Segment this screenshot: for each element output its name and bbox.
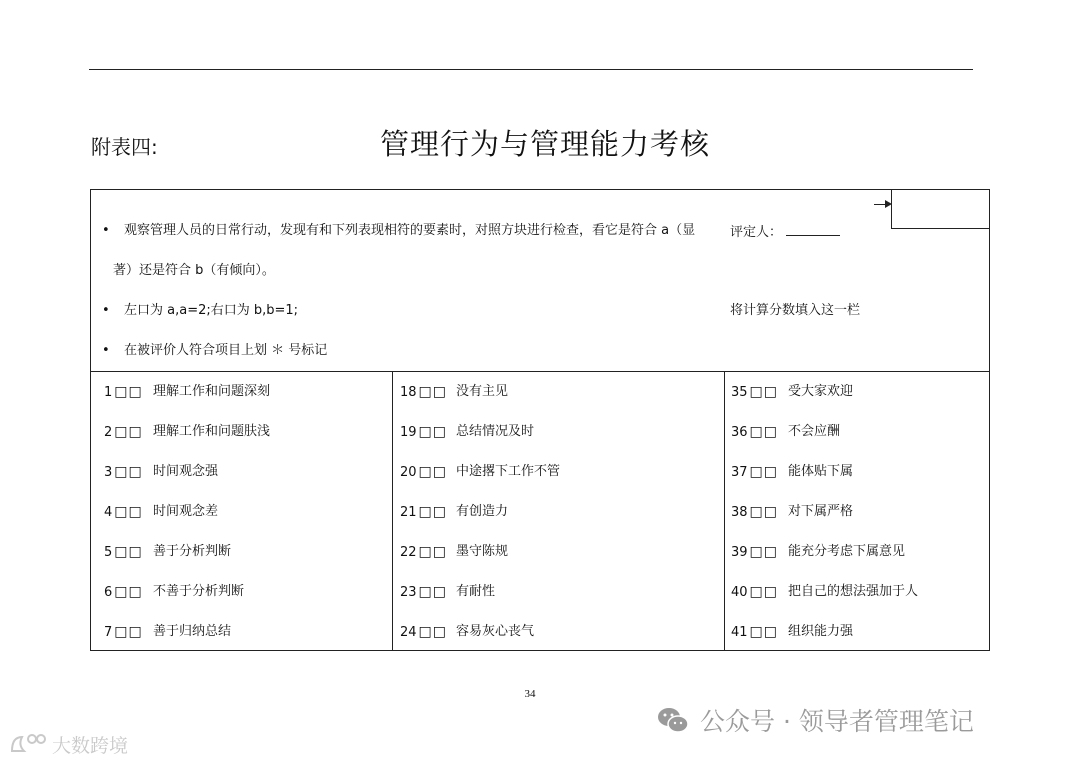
behavior-item <box>400 584 496 601</box>
column-divider-1 <box>392 371 393 650</box>
item-number: 37 <box>731 465 748 480</box>
ab-checkboxes[interactable]: □□ <box>418 424 448 440</box>
item-number: 35 <box>731 385 748 400</box>
ab-checkboxes[interactable]: □□ <box>114 544 143 560</box>
ab-checkboxes[interactable]: □□ <box>114 624 143 640</box>
ab-checkboxes[interactable]: □□ <box>749 384 779 400</box>
ab-checkboxes[interactable]: □□ <box>418 544 448 560</box>
item-number: 7 <box>104 625 113 640</box>
item-number: 4 <box>104 505 113 520</box>
instruction-line-3: 在被评价人符合项目上划 ＊ 号标记 <box>124 343 328 358</box>
item-description: 不会应酬 <box>788 424 841 439</box>
behavior-item <box>104 384 271 401</box>
item-description: 容易灰心丧气 <box>456 624 535 639</box>
item-number: 6 <box>104 585 113 600</box>
behavior-item <box>731 584 919 601</box>
ab-checkboxes[interactable]: □□ <box>114 504 143 520</box>
behavior-item <box>104 624 232 641</box>
item-description: 理解工作和问题肤浅 <box>153 424 271 439</box>
watermark-wechat <box>656 700 974 740</box>
header-rule <box>89 69 973 70</box>
item-number: 23 <box>400 585 417 600</box>
item-description: 总结情况及时 <box>456 424 535 439</box>
item-number: 2 <box>104 425 113 440</box>
ab-checkboxes[interactable]: □□ <box>114 584 143 600</box>
behavior-item <box>400 504 509 521</box>
behavior-item <box>731 464 854 481</box>
item-description: 中途撂下工作不管 <box>456 464 561 479</box>
ab-checkboxes[interactable]: □□ <box>418 624 448 640</box>
arrow-right-icon <box>874 204 890 205</box>
brand-logo-icon <box>8 731 50 757</box>
behavior-item <box>731 504 854 521</box>
bullet-icon: • <box>102 223 110 238</box>
behavior-item <box>400 544 509 561</box>
item-description: 善于分析判断 <box>153 544 232 559</box>
ab-checkboxes[interactable]: □□ <box>749 544 779 560</box>
item-description: 受大家欢迎 <box>788 384 854 399</box>
item-number: 24 <box>400 625 417 640</box>
watermark-brand-text: 大数跨境 <box>52 734 129 757</box>
item-number: 38 <box>731 505 748 520</box>
behavior-item <box>731 624 854 641</box>
assessment-form <box>90 189 990 651</box>
ab-checkboxes[interactable]: □□ <box>749 624 779 640</box>
behavior-item <box>104 504 219 521</box>
rater-label: 评定人： <box>730 225 783 240</box>
instruction-line-2: 左口为 a,a=2;右口为 b,b=1; <box>124 303 299 318</box>
item-number: 5 <box>104 545 113 560</box>
instruction-line-1-continued: 著）还是符合 b（有倾向）。 <box>113 263 275 278</box>
instruction-line-1: 观察管理人员的日常行动，发现有和下列表现相符的要素时，对照方块进行检查，看它是符合 a（显 <box>124 223 696 238</box>
item-number: 21 <box>400 505 417 520</box>
item-number: 3 <box>104 465 113 480</box>
ab-checkboxes[interactable]: □□ <box>749 464 779 480</box>
ab-checkboxes[interactable]: □□ <box>749 424 779 440</box>
ab-checkboxes[interactable]: □□ <box>749 504 779 520</box>
instructions-divider <box>91 371 989 372</box>
behavior-item <box>400 624 535 641</box>
item-number: 19 <box>400 425 417 440</box>
item-description: 有耐性 <box>456 584 496 599</box>
item-description: 对下属严格 <box>788 504 854 519</box>
ab-checkboxes[interactable]: □□ <box>418 584 448 600</box>
ab-checkboxes[interactable]: □□ <box>418 464 448 480</box>
page-number: 34 <box>524 688 536 700</box>
item-number: 40 <box>731 585 748 600</box>
ab-checkboxes[interactable]: □□ <box>114 464 143 480</box>
behavior-item <box>104 584 245 601</box>
item-number: 1 <box>104 385 113 400</box>
behavior-item <box>731 384 854 401</box>
item-number: 22 <box>400 545 417 560</box>
item-description: 时间观念差 <box>153 504 219 519</box>
item-description: 有创造力 <box>456 504 509 519</box>
watermark-brand <box>8 729 128 759</box>
item-description: 组织能力强 <box>788 624 854 639</box>
item-number: 36 <box>731 425 748 440</box>
item-description: 理解工作和问题深刻 <box>153 384 271 399</box>
behavior-item <box>731 424 841 441</box>
item-description: 不善于分析判断 <box>153 584 245 599</box>
item-description: 墨守陈规 <box>456 544 509 559</box>
bullet-icon: • <box>102 343 110 358</box>
watermark-wechat-text: 公众号 · 领导者管理笔记 <box>700 707 974 736</box>
page-title: 管理行为与管理能力考核 <box>379 127 710 161</box>
behavior-item <box>104 424 271 441</box>
behavior-item <box>400 424 535 441</box>
item-number: 18 <box>400 385 417 400</box>
appendix-label: 附表四: <box>91 135 158 159</box>
item-number: 41 <box>731 625 748 640</box>
behavior-item <box>400 464 561 481</box>
item-description: 时间观念强 <box>153 464 219 479</box>
item-description: 能充分考虑下属意见 <box>788 544 906 559</box>
behavior-item <box>731 544 906 561</box>
ab-checkboxes[interactable]: □□ <box>418 504 448 520</box>
bullet-icon: • <box>102 303 110 318</box>
ab-checkboxes[interactable]: □□ <box>418 384 448 400</box>
item-number: 20 <box>400 465 417 480</box>
item-description: 没有主见 <box>456 384 509 399</box>
item-description: 善于归纳总结 <box>153 624 232 639</box>
rater-field <box>730 223 840 241</box>
behavior-item <box>104 544 232 561</box>
wechat-icon <box>656 703 690 737</box>
score-note: 将计算分数填入这一栏 <box>730 303 861 318</box>
item-description: 把自己的想法强加于人 <box>788 584 919 599</box>
score-entry-box[interactable] <box>891 189 990 229</box>
item-description: 能体贴下属 <box>788 464 854 479</box>
ab-checkboxes[interactable]: □□ <box>114 424 143 440</box>
behavior-item <box>400 384 509 401</box>
ab-checkboxes[interactable]: □□ <box>749 584 779 600</box>
ab-checkboxes[interactable]: □□ <box>114 384 143 400</box>
column-divider-2 <box>724 371 725 650</box>
item-number: 39 <box>731 545 748 560</box>
behavior-item <box>104 464 219 481</box>
rater-signature-line[interactable] <box>786 223 840 236</box>
